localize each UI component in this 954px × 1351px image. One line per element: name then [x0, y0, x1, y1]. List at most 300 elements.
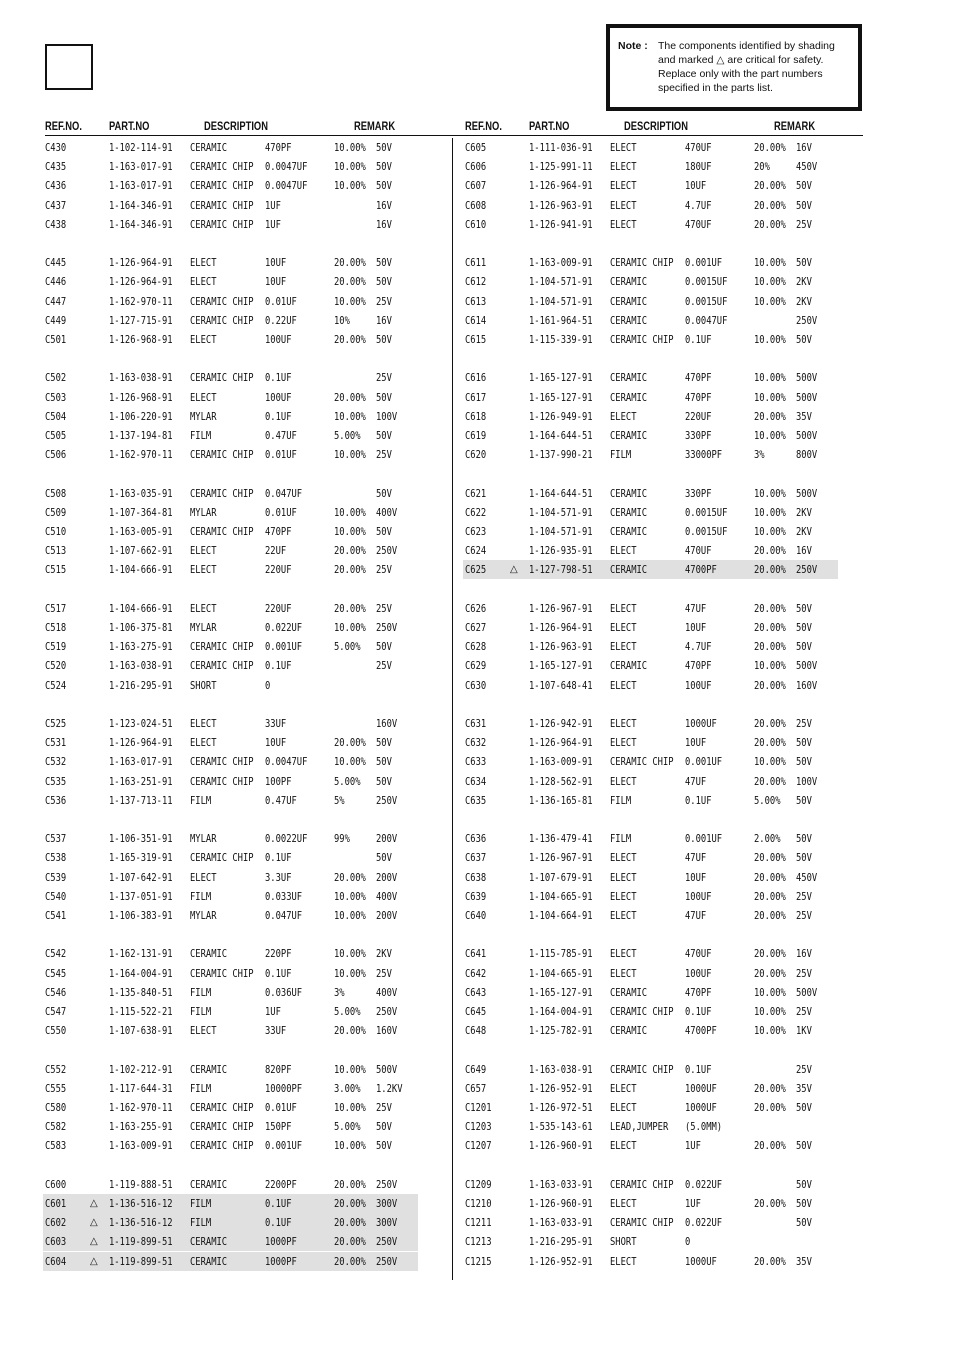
component-type: ELECT: [190, 333, 217, 346]
voltage-rating: 50V: [796, 1216, 812, 1230]
parts-row: [45, 388, 425, 407]
parts-row: [463, 560, 838, 579]
ref-number: C540: [45, 889, 67, 903]
ref-number: C1215: [465, 1254, 492, 1268]
voltage-rating: 50V: [376, 486, 392, 500]
voltage-rating: 250V: [376, 544, 398, 558]
part-number: 1-104-666-91: [109, 601, 173, 615]
tolerance: 10.00%: [754, 486, 786, 500]
tolerance: 20.00%: [334, 256, 366, 270]
component-type: ELECT: [610, 160, 637, 174]
part-number: 1-104-666-91: [109, 563, 173, 577]
part-number: 1-126-952-91: [529, 1081, 593, 1095]
component-value: 1UF: [265, 1005, 281, 1018]
voltage-rating: 250V: [376, 793, 398, 807]
component-type: ELECT: [610, 909, 637, 922]
component-value: 0.1UF: [265, 966, 292, 980]
tolerance: 10.00%: [754, 294, 786, 308]
voltage-rating: 200V: [376, 832, 398, 846]
tolerance: 20.00%: [754, 640, 786, 654]
component-value: 1UF: [265, 198, 281, 212]
tolerance: 10.00%: [754, 390, 786, 404]
ref-number: C622: [465, 505, 487, 519]
voltage-rating: 400V: [376, 505, 398, 519]
ref-number: C437: [45, 198, 67, 212]
component-type: SHORT: [610, 1235, 637, 1249]
component-type: CERAMIC: [610, 294, 648, 308]
tolerance: 20.00%: [754, 736, 786, 750]
voltage-rating: 16V: [376, 198, 392, 212]
voltage-rating: 50V: [376, 179, 392, 193]
voltage-rating: 25V: [796, 717, 812, 730]
component-value: 470UF: [685, 217, 712, 231]
component-type: ELECT: [610, 966, 637, 980]
voltage-rating: 50V: [796, 1139, 812, 1153]
parts-row: [45, 964, 425, 983]
voltage-rating: 50V: [796, 1101, 812, 1114]
voltage-rating: 16V: [376, 313, 392, 327]
component-type: ELECT: [190, 870, 217, 884]
component-type: FILM: [610, 448, 632, 462]
part-number: 1-106-220-91: [109, 409, 173, 423]
voltage-rating: 2KV: [796, 294, 812, 308]
note-label: Note :: [618, 40, 648, 52]
voltage-rating: 1.2KV: [376, 1081, 403, 1095]
parts-row: [465, 215, 845, 234]
tolerance: 5%: [334, 793, 345, 807]
component-value: 1UF: [265, 217, 281, 231]
parts-row: [465, 637, 845, 656]
component-type: FILM: [190, 1216, 212, 1230]
part-number: 1-137-051-91: [109, 889, 173, 903]
component-type: MYLAR: [190, 832, 217, 846]
component-type: ELECT: [610, 736, 637, 750]
part-number: 1-119-899-51: [109, 1235, 173, 1249]
component-value: 100UF: [685, 966, 712, 980]
part-number: 1-163-038-91: [529, 1062, 593, 1076]
component-value: 4700PF: [685, 1024, 717, 1038]
tolerance: 20.00%: [754, 621, 786, 634]
part-number: 1-126-964-91: [109, 275, 173, 289]
safety-mark-icon: △: [90, 1236, 98, 1248]
part-number: 1-136-516-12: [109, 1197, 173, 1210]
component-type: ELECT: [610, 141, 637, 154]
component-value: 1UF: [685, 1197, 701, 1210]
header-part-left: PART.NO: [109, 119, 150, 133]
part-number: 1-137-990-21: [529, 448, 593, 462]
tolerance: 5.00%: [334, 429, 361, 442]
voltage-rating: 50V: [796, 793, 812, 807]
voltage-rating: 25V: [376, 659, 392, 673]
component-value: 0: [265, 678, 271, 692]
part-number: 1-102-212-91: [109, 1062, 173, 1076]
safety-mark-icon: △: [510, 564, 518, 576]
component-value: 0.01UF: [265, 505, 297, 519]
voltage-rating: 50V: [796, 333, 812, 346]
header-remark-left: REMARK: [354, 119, 396, 133]
part-number: 1-104-571-91: [529, 294, 593, 308]
part-number: 1-126-968-91: [109, 333, 173, 346]
parts-row: [45, 484, 425, 503]
voltage-rating: 50V: [376, 429, 392, 442]
parts-row: [465, 733, 845, 752]
component-value: 0.001UF: [685, 832, 723, 846]
component-value: 0.1UF: [265, 659, 292, 673]
component-type: CERAMIC CHIP: [190, 966, 254, 980]
ref-number: C616: [465, 371, 487, 385]
part-number: 1-164-004-91: [109, 966, 173, 980]
ref-number: C624: [465, 544, 487, 558]
part-number: 1-165-127-91: [529, 985, 593, 999]
tolerance: 20.00%: [754, 141, 786, 154]
part-number: 1-126-967-91: [529, 851, 593, 865]
component-type: ELECT: [610, 774, 637, 788]
tolerance: 20.00%: [754, 1081, 786, 1095]
ref-number: C539: [45, 870, 67, 884]
ref-number: C606: [465, 160, 487, 174]
ref-number: C623: [465, 525, 487, 538]
voltage-rating: 160V: [376, 1024, 398, 1038]
parts-row: [45, 944, 425, 963]
ref-number: C1207: [465, 1139, 492, 1153]
voltage-rating: 16V: [796, 947, 812, 961]
tolerance: 10.00%: [334, 448, 366, 462]
voltage-rating: 50V: [796, 640, 812, 654]
part-number: 1-164-644-51: [529, 429, 593, 442]
parts-row: [43, 1213, 418, 1232]
voltage-rating: 400V: [376, 889, 398, 903]
part-number: 1-126-972-51: [529, 1101, 593, 1114]
tolerance: 10.00%: [334, 889, 366, 903]
tolerance: 5.00%: [334, 1120, 361, 1134]
ref-number: C614: [465, 313, 487, 327]
tolerance: 10.00%: [754, 755, 786, 769]
component-value: 4.7UF: [685, 198, 712, 212]
component-value: 10UF: [265, 256, 287, 270]
tolerance: 20.00%: [754, 1139, 786, 1153]
component-type: ELECT: [610, 678, 637, 692]
parts-row: [465, 1117, 845, 1136]
component-type: ELECT: [610, 851, 637, 865]
parts-row: [43, 1232, 418, 1251]
component-value: 220UF: [265, 601, 292, 615]
ref-number: C1210: [465, 1197, 492, 1210]
part-number: 1-163-038-91: [109, 659, 173, 673]
component-value: 10UF: [685, 621, 707, 634]
ref-number: C1203: [465, 1120, 492, 1134]
parts-row: [45, 1060, 425, 1079]
tolerance: 5.00%: [754, 793, 781, 807]
parts-row: [465, 848, 845, 867]
voltage-rating: 500V: [796, 390, 818, 404]
part-number: 1-216-295-91: [109, 678, 173, 692]
component-value: 0.1UF: [685, 333, 712, 346]
tolerance: 20.00%: [754, 409, 786, 423]
component-type: CERAMIC: [610, 659, 648, 673]
tolerance: 10.00%: [334, 141, 366, 154]
component-type: CERAMIC CHIP: [190, 1101, 254, 1114]
ref-number: C538: [45, 851, 67, 865]
safety-note: [606, 24, 862, 111]
part-number: 1-163-033-91: [529, 1177, 593, 1191]
voltage-rating: 2KV: [796, 525, 812, 538]
tolerance: 20.00%: [754, 217, 786, 231]
voltage-rating: 25V: [376, 448, 392, 462]
component-value: 820PF: [265, 1062, 292, 1076]
parts-row: [43, 1252, 418, 1271]
ref-number: C1213: [465, 1235, 492, 1249]
ref-number: C632: [465, 736, 487, 750]
voltage-rating: 500V: [796, 429, 818, 442]
component-type: ELECT: [190, 717, 217, 730]
tolerance: 10.00%: [334, 1062, 366, 1076]
voltage-rating: 2KV: [796, 505, 812, 519]
ref-number: C603: [45, 1235, 67, 1249]
ref-number: C600: [45, 1177, 67, 1191]
component-value: 470PF: [685, 390, 712, 404]
part-number: 1-216-295-91: [529, 1235, 593, 1249]
part-number: 1-163-017-91: [109, 160, 173, 174]
ref-number: C445: [45, 256, 67, 270]
voltage-rating: 50V: [376, 160, 392, 174]
ref-number: C615: [465, 333, 487, 346]
ref-number: C525: [45, 717, 67, 730]
ref-number: C617: [465, 390, 487, 404]
component-type: CERAMIC: [190, 1254, 228, 1268]
component-type: ELECT: [610, 1081, 637, 1095]
component-value: 1000PF: [265, 1254, 297, 1268]
parts-row: [45, 176, 425, 195]
parts-row: [465, 1175, 845, 1194]
parts-row: [45, 791, 425, 810]
component-value: 0.0047UF: [265, 179, 308, 193]
header-divider: [45, 135, 863, 136]
part-number: 1-162-131-91: [109, 947, 173, 961]
component-value: 100UF: [265, 390, 292, 404]
ref-number: C505: [45, 429, 67, 442]
component-type: CERAMIC CHIP: [190, 486, 254, 500]
voltage-rating: 35V: [796, 1081, 812, 1095]
voltage-rating: 50V: [796, 1177, 812, 1191]
voltage-rating: 250V: [376, 1254, 398, 1268]
ref-number: C620: [465, 448, 487, 462]
part-number: 1-162-970-11: [109, 294, 173, 308]
part-number: 1-163-017-91: [109, 755, 173, 769]
parts-row: [465, 676, 845, 695]
component-type: CERAMIC: [190, 947, 228, 961]
voltage-rating: 300V: [376, 1216, 398, 1230]
tolerance: 10.00%: [334, 409, 366, 423]
component-type: CERAMIC CHIP: [190, 774, 254, 788]
component-value: 0.47UF: [265, 429, 297, 442]
parts-row: [45, 138, 425, 157]
voltage-rating: 50V: [796, 256, 812, 270]
parts-row: [465, 138, 845, 157]
component-type: CERAMIC: [610, 275, 648, 289]
component-value: 47UF: [685, 909, 707, 922]
component-value: 0.1UF: [265, 1216, 292, 1230]
tolerance: 20.00%: [754, 774, 786, 788]
ref-number: C541: [45, 909, 67, 922]
parts-row: [45, 829, 425, 848]
parts-row: [465, 618, 845, 637]
ref-number: C552: [45, 1062, 67, 1076]
part-number: 1-126-952-91: [529, 1254, 593, 1268]
ref-number: C610: [465, 217, 487, 231]
part-number: 1-164-004-91: [529, 1005, 593, 1018]
part-number: 1-163-017-91: [109, 179, 173, 193]
component-value: 100UF: [685, 889, 712, 903]
component-value: 100PF: [265, 774, 292, 788]
voltage-rating: 200V: [376, 870, 398, 884]
component-type: MYLAR: [190, 909, 217, 922]
ref-number: C602: [45, 1216, 67, 1230]
parts-row: [465, 791, 845, 810]
component-type: ELECT: [610, 1101, 637, 1114]
ref-number: C582: [45, 1120, 67, 1134]
component-type: CERAMIC CHIP: [190, 294, 254, 308]
component-type: FILM: [190, 429, 212, 442]
component-type: ELECT: [610, 601, 637, 615]
component-type: ELECT: [610, 947, 637, 961]
parts-row: [465, 1002, 845, 1021]
component-value: 47UF: [685, 851, 707, 865]
tolerance: 20.00%: [754, 1197, 786, 1210]
tolerance: 20.00%: [754, 563, 786, 577]
part-number: 1-163-009-91: [529, 755, 593, 769]
component-type: CERAMIC CHIP: [190, 851, 254, 865]
parts-row: [465, 176, 845, 195]
component-value: 0.1UF: [685, 1005, 712, 1018]
ref-number: C618: [465, 409, 487, 423]
ref-number: C545: [45, 966, 67, 980]
voltage-rating: 250V: [796, 563, 818, 577]
parts-row: [45, 733, 425, 752]
part-number: 1-119-888-51: [109, 1177, 173, 1191]
component-type: CERAMIC: [610, 525, 648, 538]
part-number: 1-126-964-91: [109, 736, 173, 750]
component-value: 10UF: [685, 870, 707, 884]
parts-row: [465, 1252, 845, 1271]
part-number: 1-163-009-91: [109, 1139, 173, 1153]
component-value: 470UF: [685, 947, 712, 961]
tolerance: 20.00%: [334, 736, 366, 750]
page-number-box: [45, 44, 93, 90]
tolerance: 20.00%: [754, 179, 786, 193]
tolerance: 10.00%: [334, 160, 366, 174]
part-number: 1-163-035-91: [109, 486, 173, 500]
ref-number: C625: [465, 563, 487, 577]
voltage-rating: 25V: [376, 1101, 392, 1114]
ref-number: C645: [465, 1005, 487, 1018]
voltage-rating: 50V: [376, 1120, 392, 1134]
component-value: 0.47UF: [265, 793, 297, 807]
voltage-rating: 50V: [376, 141, 392, 154]
part-number: 1-126-960-91: [529, 1197, 593, 1210]
component-type: CERAMIC: [190, 1235, 228, 1249]
component-value: 0.0015UF: [685, 505, 728, 519]
ref-number: C1209: [465, 1177, 492, 1191]
part-number: 1-115-785-91: [529, 947, 593, 961]
part-number: 1-136-516-12: [109, 1216, 173, 1230]
ref-number: C629: [465, 659, 487, 673]
component-value: 0.01UF: [265, 448, 297, 462]
component-type: ELECT: [610, 544, 637, 558]
voltage-rating: 250V: [376, 621, 398, 634]
component-type: CERAMIC CHIP: [610, 755, 674, 769]
component-type: CERAMIC CHIP: [610, 1177, 674, 1191]
ref-number: C501: [45, 333, 67, 346]
ref-number: C635: [465, 793, 487, 807]
ref-number: C517: [45, 601, 67, 615]
parts-row: [45, 368, 425, 387]
component-value: 330PF: [685, 429, 712, 442]
component-value: 3.3UF: [265, 870, 292, 884]
component-type: CERAMIC CHIP: [190, 1139, 254, 1153]
parts-row: [465, 196, 845, 215]
parts-row: [465, 272, 845, 291]
tolerance: 10.00%: [754, 525, 786, 538]
tolerance: 20.00%: [334, 601, 366, 615]
tolerance: 20.00%: [334, 563, 366, 577]
tolerance: 10.00%: [334, 621, 366, 634]
part-number: 1-126-941-91: [529, 217, 593, 231]
ref-number: C502: [45, 371, 67, 385]
part-number: 1-136-479-41: [529, 832, 593, 846]
voltage-rating: 450V: [796, 160, 818, 174]
component-value: 2200PF: [265, 1177, 297, 1191]
part-number: 1-125-782-91: [529, 1024, 593, 1038]
tolerance: 2.00%: [754, 832, 781, 846]
voltage-rating: 50V: [796, 851, 812, 865]
component-type: ELECT: [190, 275, 217, 289]
parts-row: [45, 196, 425, 215]
component-value: 0.1UF: [265, 851, 292, 865]
component-value: 10UF: [685, 736, 707, 750]
parts-row: [465, 484, 845, 503]
parts-row: [465, 541, 845, 560]
parts-row: [465, 368, 845, 387]
part-number: 1-126-935-91: [529, 544, 593, 558]
parts-row: [465, 426, 845, 445]
component-type: LEAD,JUMPER: [610, 1120, 669, 1134]
ref-number: C435: [45, 160, 67, 174]
parts-row: [45, 599, 425, 618]
component-value: 1000UF: [685, 1081, 717, 1095]
component-type: ELECT: [610, 640, 637, 654]
part-number: 1-163-038-91: [109, 371, 173, 385]
component-value: 470PF: [685, 659, 712, 673]
part-number: 1-162-970-11: [109, 448, 173, 462]
voltage-rating: 100V: [376, 409, 398, 423]
ref-number: C638: [465, 870, 487, 884]
parts-row: [465, 829, 845, 848]
component-type: CERAMIC CHIP: [190, 448, 254, 462]
tolerance: 10.00%: [754, 1005, 786, 1018]
tolerance: 20.00%: [334, 1254, 366, 1268]
parts-row: [465, 1021, 845, 1040]
component-type: ELECT: [610, 717, 637, 730]
ref-number: C639: [465, 889, 487, 903]
part-number: 1-126-964-91: [109, 256, 173, 270]
voltage-rating: 50V: [796, 179, 812, 193]
parts-row: [45, 1117, 425, 1136]
parts-row: [45, 906, 425, 925]
component-type: CERAMIC CHIP: [190, 313, 254, 327]
header-ref-left: REF.NO.: [45, 119, 82, 133]
component-value: 0.001UF: [265, 1139, 303, 1153]
tolerance: 20.00%: [754, 1254, 786, 1268]
